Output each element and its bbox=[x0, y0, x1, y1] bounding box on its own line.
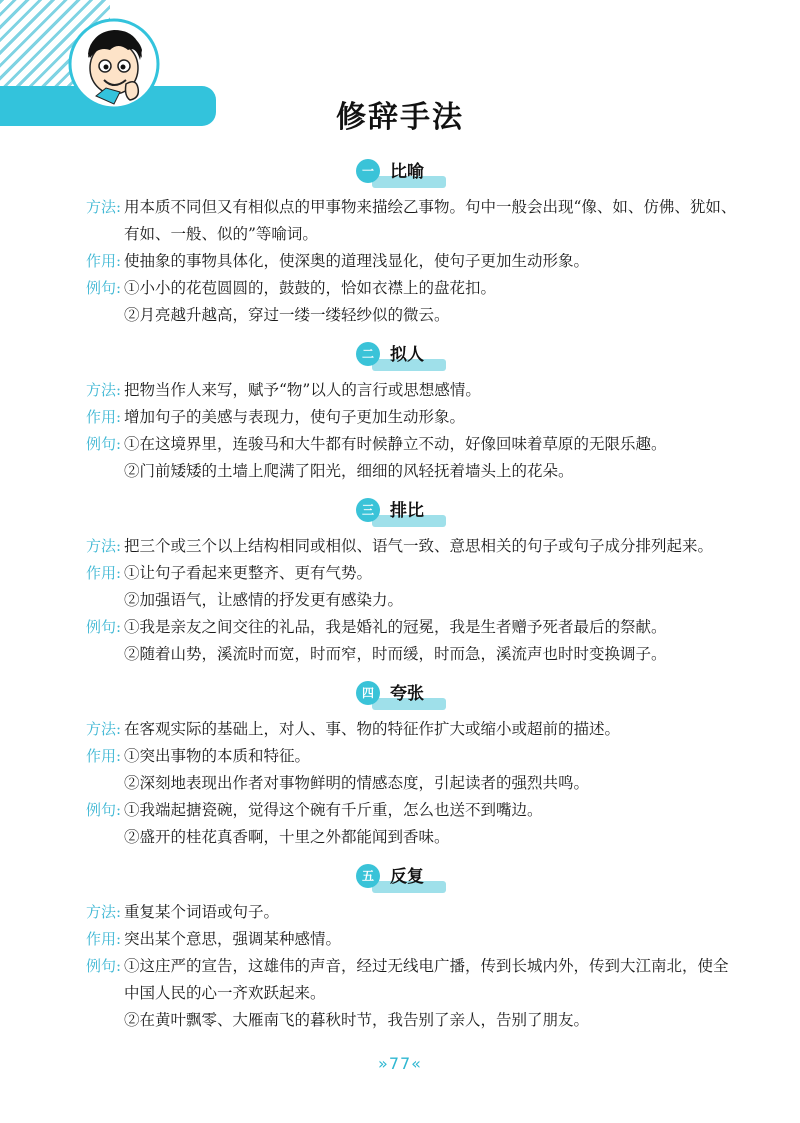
row-text: ①我是亲友之间交往的礼品，我是婚礼的冠冕，我是生者赠予死者最后的祭献。 bbox=[124, 618, 667, 636]
content-row bbox=[0, 587, 800, 614]
section bbox=[0, 156, 800, 333]
section-spacer bbox=[0, 1034, 800, 1038]
section-heading bbox=[0, 678, 800, 710]
section bbox=[0, 861, 800, 1038]
row-text: 把物当作人来写，赋予“物”以人的言行或思想感情。 bbox=[124, 381, 481, 399]
row-text: 重复某个词语或句子。 bbox=[124, 903, 280, 921]
content-row bbox=[0, 716, 800, 743]
row-label: 方法: bbox=[86, 720, 122, 738]
row-text: ②月亮越升越高，穿过一缕一缕轻纱似的微云。 bbox=[124, 306, 450, 324]
content-row bbox=[0, 377, 800, 404]
row-text: 增加句子的美感与表现力，使句子更加生动形象。 bbox=[124, 408, 466, 426]
row-text: ②随着山势，溪流时而宽，时而窄，时而缓，时而急，溪流声也时时变换调子。 bbox=[124, 645, 667, 663]
section-title: 夸张 bbox=[390, 684, 424, 704]
row-label: 作用: bbox=[86, 408, 122, 426]
row-text: ②盛开的桂花真香啊，十里之外都能闻到香味。 bbox=[124, 828, 450, 846]
content-row bbox=[0, 899, 800, 926]
row-text: ①小小的花苞圆圆的，鼓鼓的，恰如衣襟上的盘花扣。 bbox=[124, 279, 497, 297]
row-label: 方法: bbox=[86, 537, 122, 555]
section bbox=[0, 339, 800, 489]
row-label: 例句: bbox=[86, 279, 122, 297]
row-label: 例句: bbox=[86, 957, 122, 975]
content-row bbox=[0, 302, 800, 329]
content-row bbox=[0, 248, 800, 275]
content-area bbox=[0, 150, 800, 1038]
content-row bbox=[0, 194, 800, 248]
section-number-badge: 一 bbox=[356, 159, 380, 183]
content-row bbox=[0, 560, 800, 587]
page-number-right-ornament: « bbox=[411, 1054, 422, 1073]
section bbox=[0, 678, 800, 855]
page-title: 修辞手法 bbox=[336, 100, 464, 135]
row-text: ②加强语气，让感情的抒发更有感染力。 bbox=[124, 591, 404, 609]
content-row bbox=[0, 797, 800, 824]
page-number bbox=[0, 1054, 800, 1073]
row-label: 方法: bbox=[86, 381, 122, 399]
section-number-badge: 五 bbox=[356, 864, 380, 888]
content-row bbox=[0, 275, 800, 302]
section-title: 排比 bbox=[390, 501, 424, 521]
row-label: 作用: bbox=[86, 252, 122, 270]
page-number-value: 77 bbox=[388, 1054, 412, 1073]
section-number-badge: 二 bbox=[356, 342, 380, 366]
row-text: ①在这境界里，连骏马和大牛都有时候静立不动，好像回味着草原的无限乐趣。 bbox=[124, 435, 667, 453]
section-number-badge: 四 bbox=[356, 681, 380, 705]
content-row bbox=[0, 953, 800, 1007]
row-text: 使抽象的事物具体化，使深奥的道理浅显化，使句子更加生动形象。 bbox=[124, 252, 590, 270]
row-text: 用本质不同但又有相似点的甲事物来描绘乙事物。句中一般会出现“像、如、仿佛、犹如、有如、一般、似的”等喻词。 bbox=[124, 198, 737, 243]
section-heading bbox=[0, 495, 800, 527]
row-text: ①突出事物的本质和特征。 bbox=[124, 747, 311, 765]
row-text: ①让句子看起来更整齐、更有气势。 bbox=[124, 564, 373, 582]
section-spacer bbox=[0, 851, 800, 855]
row-text: ①我端起搪瓷碗，觉得这个碗有千斤重，怎么也送不到嘴边。 bbox=[124, 801, 543, 819]
section bbox=[0, 495, 800, 672]
section-heading bbox=[0, 861, 800, 893]
row-text: 把三个或三个以上结构相同或相似、语气一致、意思相关的句子或句子成分排列起来。 bbox=[124, 537, 714, 555]
section-title: 比喻 bbox=[390, 162, 424, 182]
section-heading bbox=[0, 339, 800, 371]
content-row bbox=[0, 458, 800, 485]
row-label: 方法: bbox=[86, 903, 122, 921]
section-spacer bbox=[0, 329, 800, 333]
content-row bbox=[0, 641, 800, 668]
content-row bbox=[0, 404, 800, 431]
content-row bbox=[0, 743, 800, 770]
row-label: 例句: bbox=[86, 435, 122, 453]
row-label: 例句: bbox=[86, 801, 122, 819]
page-number-left-ornament: » bbox=[378, 1054, 389, 1073]
content-row bbox=[0, 431, 800, 458]
section-heading bbox=[0, 156, 800, 188]
section-spacer bbox=[0, 668, 800, 672]
row-text: 突出某个意思，强调某种感情。 bbox=[124, 930, 342, 948]
content-row bbox=[0, 926, 800, 953]
content-row bbox=[0, 770, 800, 797]
row-text: 在客观实际的基础上，对人、事、物的特征作扩大或缩小或超前的描述。 bbox=[124, 720, 621, 738]
row-label: 例句: bbox=[86, 618, 122, 636]
content-row bbox=[0, 614, 800, 641]
row-label: 作用: bbox=[86, 564, 122, 582]
section-spacer bbox=[0, 485, 800, 489]
row-label: 作用: bbox=[86, 930, 122, 948]
section-number-badge: 三 bbox=[356, 498, 380, 522]
row-label: 方法: bbox=[86, 198, 122, 216]
row-text: ②在黄叶飘零、大雁南飞的暮秋时节，我告别了亲人，告别了朋友。 bbox=[124, 1011, 590, 1029]
content-row bbox=[0, 824, 800, 851]
row-label: 作用: bbox=[86, 747, 122, 765]
row-text: ①这庄严的宣告，这雄伟的声音，经过无线电广播，传到长城内外，传到大江南北，使全中国人民的心一齐欢跃起来。 bbox=[124, 957, 729, 1002]
section-title: 拟人 bbox=[390, 345, 424, 365]
row-text: ②门前矮矮的土墙上爬满了阳光，细细的风轻抚着墙头上的花朵。 bbox=[124, 462, 574, 480]
row-text: ②深刻地表现出作者对事物鲜明的情感态度，引起读者的强烈共鸣。 bbox=[124, 774, 590, 792]
content-row bbox=[0, 1007, 800, 1034]
section-title: 反复 bbox=[390, 867, 424, 887]
content-row bbox=[0, 533, 800, 560]
